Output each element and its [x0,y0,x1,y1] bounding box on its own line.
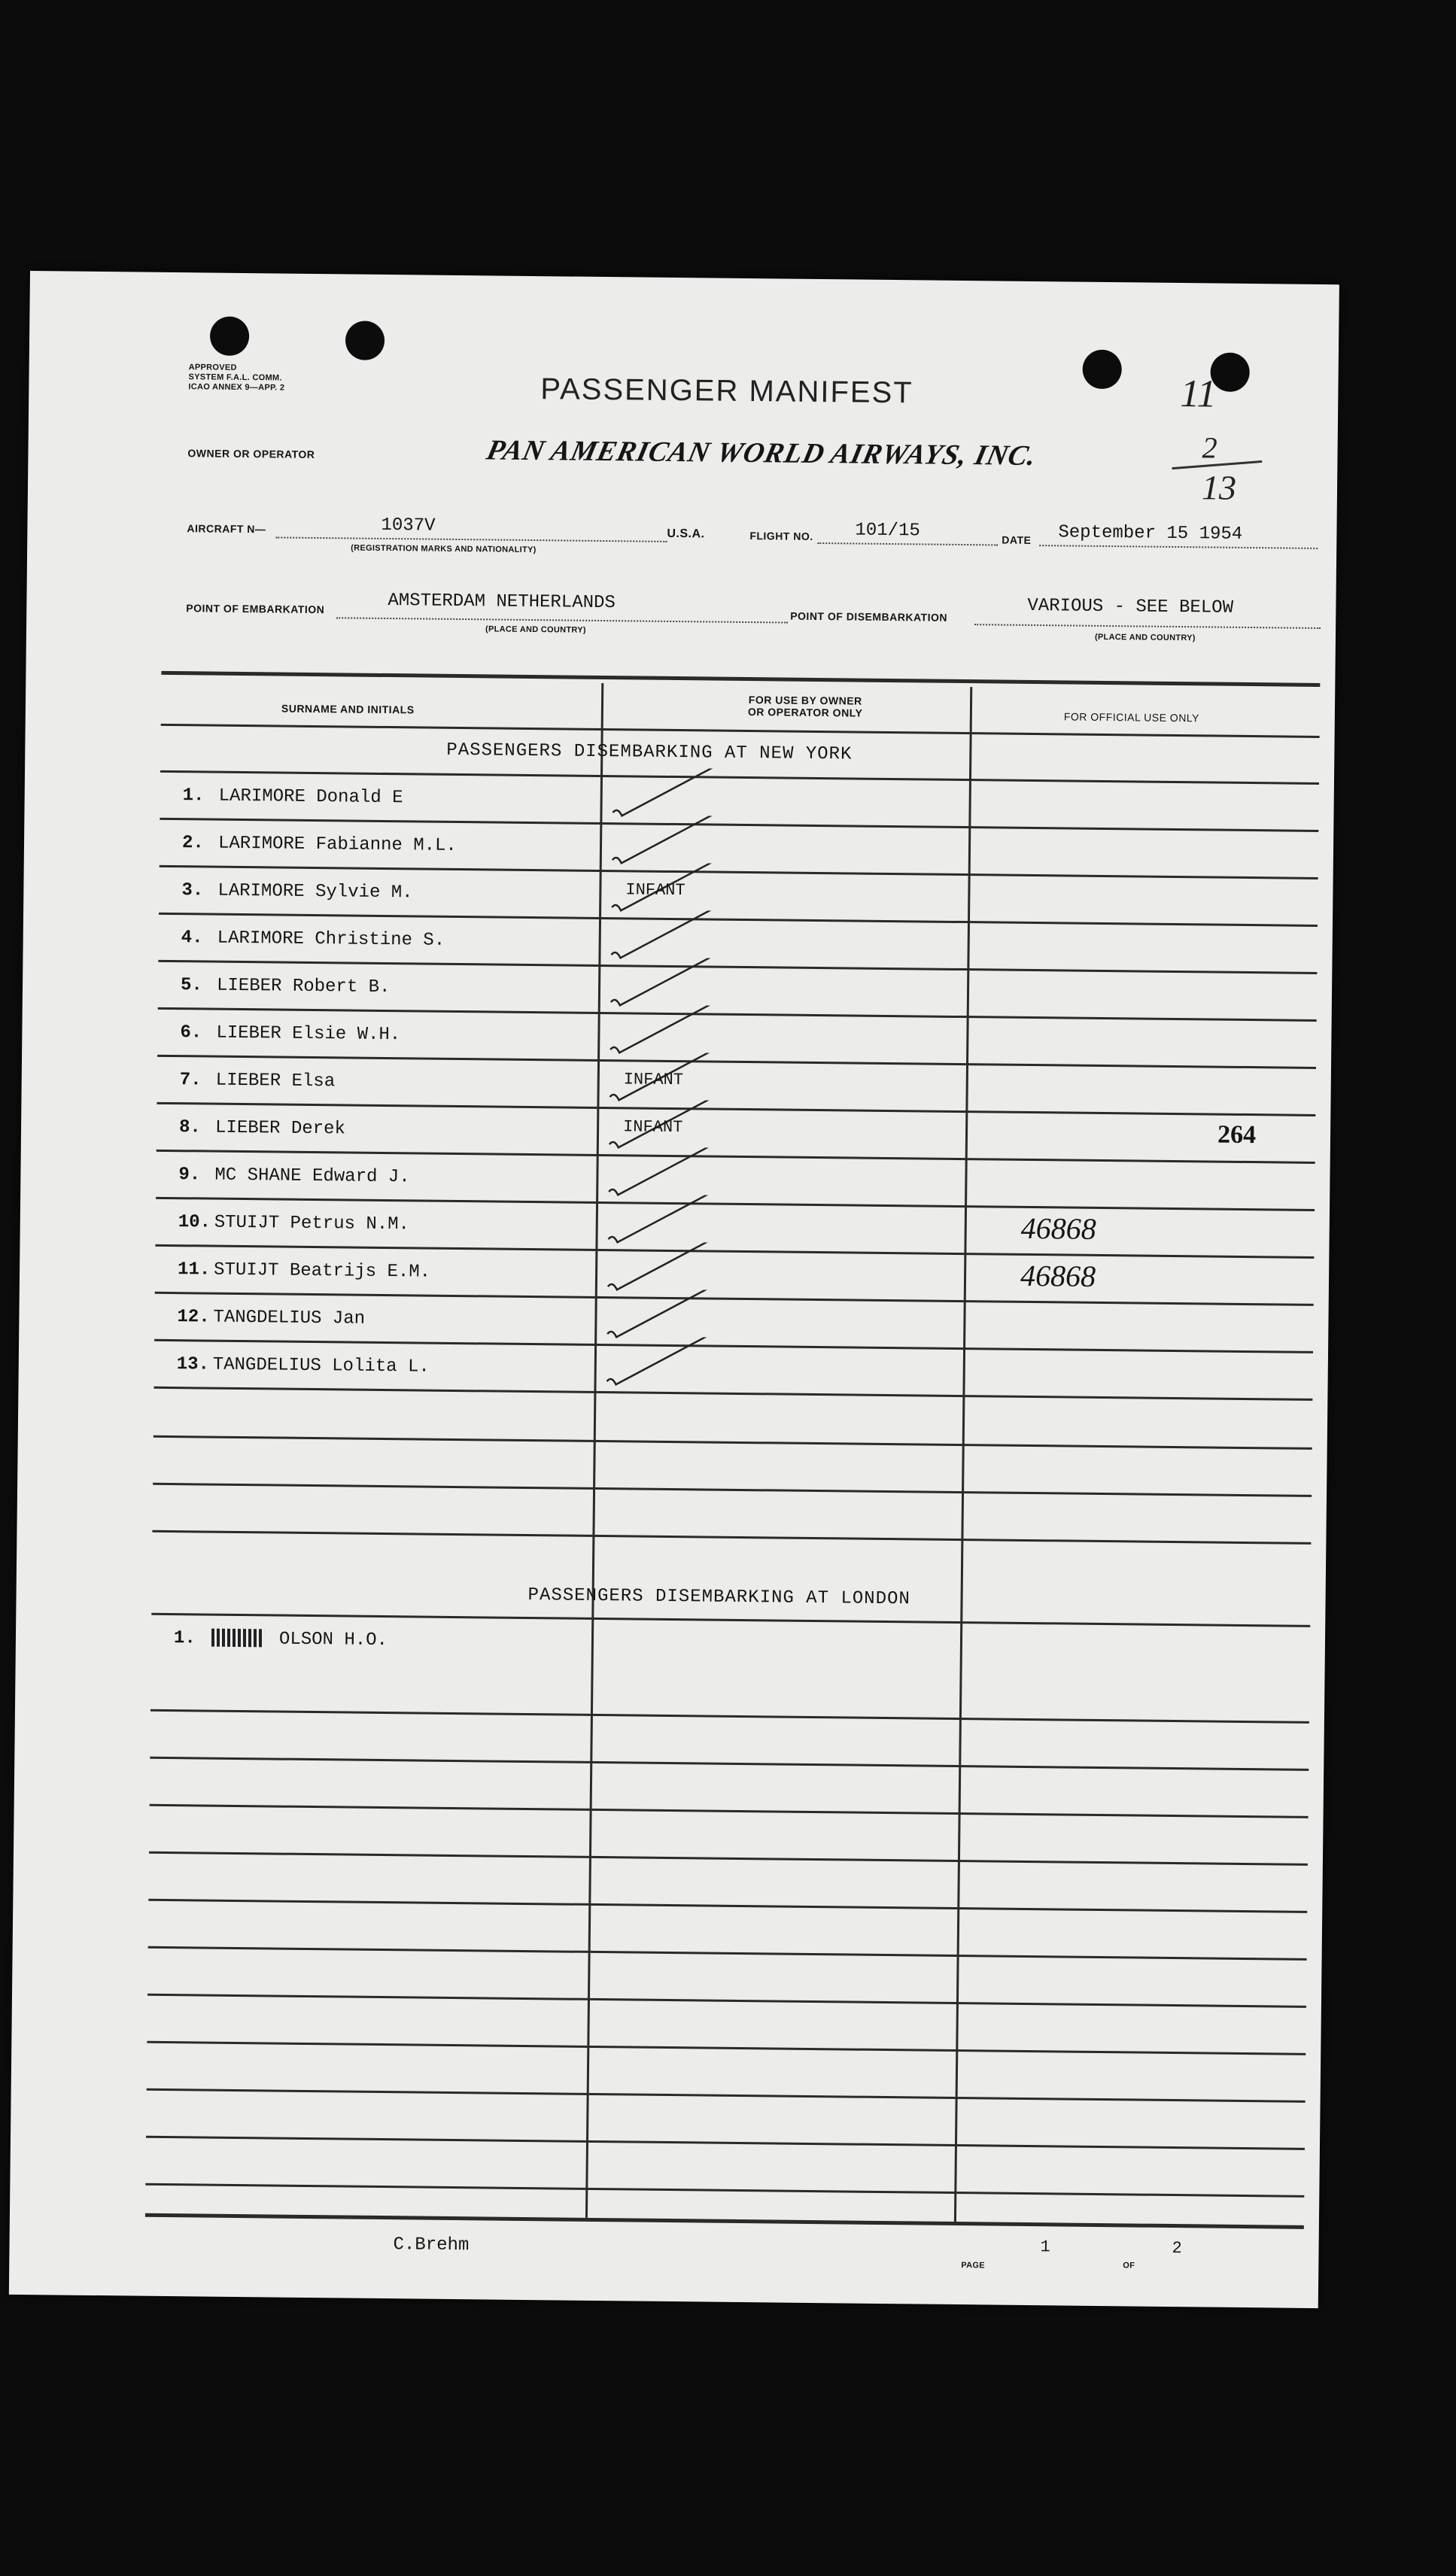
row-rule [154,1435,1312,1450]
row-rule [152,1530,1311,1545]
punch-hole [210,317,250,357]
sheet-number-mark: 11 [1180,372,1217,416]
row-rule [149,1852,1308,1866]
official-entry: 46868 [1020,1211,1096,1246]
disembark-label: POINT OF DISEMBARKATION [790,609,948,624]
check-mark-icon [605,1336,756,1390]
official-entry: 46868 [1020,1258,1096,1293]
sheet-fraction-top: 2 [1202,430,1217,465]
passenger-name: LIEBER Robert B. [216,975,391,998]
passenger-number: 2. [181,833,204,854]
aircraft-value: 1037V [381,515,436,536]
embark-label: POINT OF EMBARKATION [186,602,325,616]
check-mark-icon [611,815,762,869]
punch-hole [1082,350,1122,390]
date-label: DATE [1002,533,1032,546]
manifest-table [144,671,1335,2278]
passenger-number: 12. [177,1307,210,1328]
registration-caption: (REGISTRATION MARKS AND NATIONALITY) [351,543,537,555]
disembark-underline [974,624,1321,629]
of-label: OF [1123,2261,1135,2271]
date-value: September 15 1954 [1058,522,1243,545]
row-rule [150,1804,1309,1818]
row-rule [153,1483,1312,1497]
passenger-name: LARIMORE Christine S. [217,928,445,951]
aircraft-underline [275,536,667,542]
check-mark-icon [609,910,761,964]
col-header-owner [748,694,863,719]
header-rule [161,724,1320,738]
passenger-number: 7. [179,1070,202,1091]
passenger-number: 9. [178,1165,201,1186]
col-header-owner-line: OR OPERATOR ONLY [747,706,863,719]
airline-name: PAN AMERICAN WORLD AIRWAYS, INC. [483,434,1040,472]
col-header-official: FOR OFFICIAL USE ONLY [1063,710,1200,724]
check-mark-icon [609,957,761,1011]
approval-line: ICAO ANNEX 9—APP. 2 [188,382,285,393]
row-rule [150,1709,1309,1724]
check-mark-icon [606,1289,757,1343]
passenger-name: STUIJT Beatrijs E.M. [213,1259,431,1283]
flight-label: FLIGHT NO. [749,530,813,542]
check-mark-icon [609,1004,760,1059]
page-label: PAGE [961,2261,985,2271]
section-header-london: PASSENGERS DISEMBARKING AT LONDON [527,1585,910,1610]
passenger-number: 13. [176,1354,210,1375]
sheet-fraction-bottom: 13 [1201,468,1237,507]
page-number: 1 [1040,2237,1050,2257]
manifest-sheet [9,271,1339,2308]
row-rule [148,1899,1307,1913]
passenger-number: 6. [180,1022,202,1043]
approval-line: APPROVED [188,363,237,372]
passenger-name: LIEBER Derek [214,1117,346,1140]
flight-value: 101/15 [855,520,921,542]
embark-underline [336,617,788,623]
passenger-number: 3. [181,880,204,901]
embark-caption: (PLACE AND COUNTRY) [485,624,586,635]
check-mark-icon [606,1194,758,1248]
check-mark-icon [611,767,762,822]
row-rule [147,2041,1306,2055]
table-bottom-rule [145,2213,1304,2229]
passenger-name: OLSON H.O. [278,1629,388,1651]
passenger-name: LARIMORE Fabianne M.L. [217,833,457,856]
signature: C.Brehm [393,2234,470,2256]
passenger-note: INFANT [625,880,685,901]
page-total: 2 [1172,2239,1182,2259]
passenger-name: TANGDELIUS Lolita L. [212,1354,430,1378]
row-rule [147,1994,1306,2008]
row-rule [145,2183,1304,2198]
passenger-name: MC SHANE Edward J. [214,1165,410,1188]
passenger-name: TANGDELIUS Jan [213,1307,366,1329]
row-rule [146,2136,1305,2150]
passenger-name: LARIMORE Donald E [218,785,403,809]
col-header-name: SURNAME AND INITIALS [281,702,415,716]
passenger-number: 10. [178,1212,211,1233]
struck-out-text [211,1629,264,1648]
usa-label: U.S.A. [667,527,705,541]
passenger-note: INFANT [623,1070,684,1090]
passenger-name: LARIMORE Sylvie M. [217,880,413,904]
check-mark-icon [606,1241,758,1296]
table-top-rule [161,671,1320,687]
disembark-caption: (PLACE AND COUNTRY) [1094,632,1196,643]
disembark-value: VARIOUS - SEE BELOW [1027,595,1234,618]
col-header-owner-line: FOR USE BY OWNER [748,694,862,707]
approval-line: SYSTEM F.A.L. COMM. [188,372,282,383]
official-entry: 264 [1217,1120,1257,1150]
approval-block [188,363,284,393]
row-rule [148,1946,1307,1961]
owner-label: OWNER OR OPERATOR [187,447,315,460]
date-underline [1039,545,1318,549]
embark-value: AMSTERDAM NETHERLANDS [388,591,616,614]
row-rule [147,2088,1306,2103]
flight-underline [817,542,998,546]
passenger-number: 11. [177,1259,211,1280]
page-title: PASSENGER MANIFEST [540,372,913,410]
passenger-name: STUIJT Petrus N.M. [214,1212,410,1235]
passenger-note: INFANT [622,1117,683,1138]
passenger-name: LIEBER Elsa [215,1070,336,1092]
passenger-number: 1. [182,785,205,807]
passenger-name: LIEBER Elsie W.H. [216,1022,401,1046]
punch-hole [345,320,385,360]
row-rule [150,1757,1309,1771]
passenger-number: 4. [181,928,203,949]
check-mark-icon [607,1147,758,1201]
aircraft-label: AIRCRAFT N— [187,522,266,536]
section-header-newyork: PASSENGERS DISEMBARKING AT NEW YORK [446,740,853,765]
passenger-number: 1. [173,1628,196,1649]
passenger-number: 5. [180,975,203,996]
passenger-number: 8. [178,1117,202,1138]
